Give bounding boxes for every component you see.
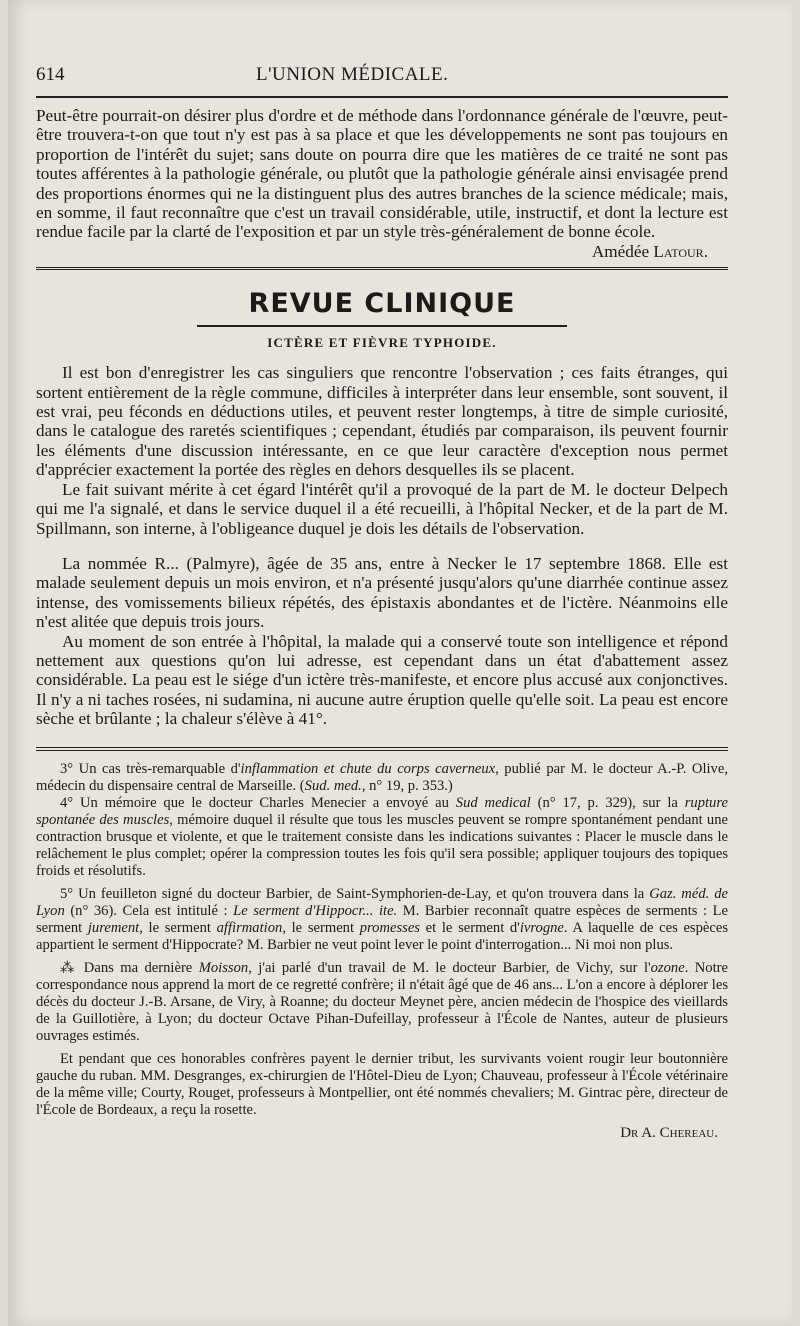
note-text: . A laquelle de ces espèces appartient le serment d'Hippocrate? M. Barbier ne veut point lever le point d'interrogation... Ni moi non plus. <box>36 919 729 953</box>
note-text: 5° Un feuilleton signé du docteur Barbier, de Saint-Symphorien-de-Lay, et qu'on trouvera dans la <box>60 885 650 902</box>
article-subtitle: ICTÈRE ET FIÈVRE TYPHOIDE. <box>267 335 497 351</box>
note-source: Gaz. méd. de Lyon <box>36 885 728 919</box>
note-emphasis: ozone <box>650 959 685 976</box>
note-emphasis: jurement <box>87 919 140 936</box>
note-3 <box>36 761 728 795</box>
honors-paragraph: Et pendant que ces honorables confrères payent le dernier tribut, les survivants voient rougir leur boutonnière gauche du ruban. MM. Desgranges, ex-chirurgien de l'Hôtel-Dieu de Lyon; Chauveau, professeur à l'École vétérinaire de la même ville; Courty, Rouget, professeurs à Montpellier, ont été nommés chevaliers; M. Gintrac père, directeur de l'École de Bordeaux, a reçu la rosette. <box>36 1050 728 1118</box>
review-signature <box>36 242 728 261</box>
paragraph-gap <box>36 538 728 554</box>
section-title: REVUE CLINIQUE <box>248 288 516 320</box>
page-content <box>36 64 728 1142</box>
note-4 <box>36 795 728 880</box>
note-text: , le serment <box>139 919 217 936</box>
running-header <box>36 64 728 90</box>
note-text: , n° 19, p. 353.) <box>361 777 453 794</box>
signature-first-name: Amédée <box>591 241 650 261</box>
note-emphasis: ivrogne <box>519 919 564 936</box>
note-text: 3° Un cas très-remarquable d' <box>60 760 241 777</box>
note-emphasis: promesses <box>359 919 420 936</box>
note-text: . Notre correspondance nous apprend la mort de ce regretté confrère; il n'était âgé que de 46 ans... L'on a encore à déplorer les décès du docteur J.-B. Arsane, de Viry, à Roanne; du docteur Meynet père, ancien médecin de l'hospice des vieillards de la Guillotière, à Lyon; du docteur Octave Pihan-Dufeillay, professeur à l'École de Nantes, auteur de plusieurs ouvrages estimés. <box>36 959 728 1044</box>
note-emphasis: rupture spontanée des muscles <box>36 794 728 828</box>
page <box>8 0 792 1326</box>
note-text: , le serment <box>282 919 360 936</box>
article-paragraph: Le fait suivant mérite à cet égard l'intérêt qu'il a provoqué de la part de M. le docteur Delpech qui me l'a signalé, et dans le service duquel il a été recueilli, à l'hôpital Necker, et de la part de M. Spillmann, son interne, à l'obligeance duquel je dois les détails de l'observation. <box>36 479 728 538</box>
note-text: 4° Un mémoire que le docteur Charles Menecier a envoyé au <box>60 794 456 811</box>
article-paragraph: Au moment de son entrée à l'hôpital, la malade qui a conservé toute son intelligence et répond nettement aux questions qu'on lui adresse, est cependant dans un état d'abattement assez considérable. La peau est le siége d'un ictère très-manifeste, et encore plus accusé aux conjonctives. Il n'y a ni taches rosées, ni sudamina, ni aucune autre éruption quelle qu'elle soit. La peau est encore sèche et brûlante ; la chaleur s'élève à 41°. <box>36 631 728 729</box>
note-text: (n° 36). Cela est intitulé : <box>64 902 234 919</box>
signature-last-name: Latour. <box>653 241 708 261</box>
note-text: , j'ai parlé d'un travail de M. le docteur Barbier, de Vichy, sur l' <box>248 959 651 976</box>
necrology-paragraph <box>36 960 728 1045</box>
note-text: M. Barbier reconnaît quatre espèces de serments : Le serment <box>36 902 728 936</box>
note-text: , mémoire duquel il résulte que tous les muscles peuvent se rompre spontanément pendant une contraction brusque et violente, et que le traitement consiste dans les indications suivantes : Placer le muscle dans le relâchement le plus complet; opérer la compression toutes les fois qu'il sera possible; appliquer toujours des topiques froids et résolutifs. <box>36 811 728 879</box>
article-paragraph: Il est bon d'enregistrer les cas singuliers que rencontre l'observation ; ces faits étranges, qui sortent entièrement de la règle commune, difficiles à interpréter dans leur ensemble, sont souvent, il est vrai, peu féconds en déductions utiles, et peuvent rester longtemps, à titre de simple curiosité, dans le catalogue des raretés scientifiques ; cependant, étudiés par comparaison, ils peuvent fournir les éléments d'une discussion intéressante, en ce que leur caractère d'exception nous permet d'apprécier exactement la portée des règles en dehors desquelles ils se placent. <box>36 363 728 480</box>
review-block <box>36 106 728 261</box>
section-separator <box>36 267 728 272</box>
section-title-rule <box>197 325 567 327</box>
note-5 <box>36 886 728 954</box>
article-body <box>36 363 728 728</box>
note-source: Sud medical <box>455 794 531 811</box>
note-emphasis: affirmation <box>216 919 283 936</box>
note-source: Sud. med. <box>304 777 362 794</box>
feuilleton-signature: Dr A. Chereau. <box>620 1124 718 1141</box>
feuilleton-separator <box>36 747 728 751</box>
note-text: , publié par M. le docteur A.-P. Olive, médecin du dispensaire central de Marseille. ( <box>36 760 728 794</box>
note-text: (n° 17, p. 329), sur la <box>530 794 685 811</box>
header-rule <box>36 96 728 98</box>
review-paragraph: Peut-être pourrait-on désirer plus d'ordre et de méthode dans l'ordonnance générale de l'œuvre, peut-être trouvera-t-on que tout n'y est pas à sa place et que les développements ne sont pas toujours en proportion de l'intérêt du sujet; sans doute on pourra dire que les matières de ce traité ne sont pas toutes afférentes à la pathologie générale, ou plutôt que la pathologie générale ainsi envisagée prend des proportions énormes qui ne la distinguent plus des autres branches de la science médicale; mais, en somme, il faut reconnaître que c'est un travail considérable, utile, instructif, et dont la lecture est rendue facile par la clarté de l'exposition et par un style très-généralement de bonne école. <box>36 106 728 242</box>
note-text: et le serment d' <box>419 919 520 936</box>
note-emphasis: Le serment d'Hippocr... ite. <box>233 902 398 919</box>
journal-title: L'UNION MÉDICALE. <box>256 64 449 85</box>
note-emphasis: inflammation et chute du corps caverneux <box>240 760 496 777</box>
page-number: 614 <box>36 64 65 85</box>
feuilleton-notes <box>36 761 728 1142</box>
note-emphasis: Moisson <box>198 959 249 976</box>
note-text: ⁂ Dans ma dernière <box>60 959 199 976</box>
article-paragraph: La nommée R... (Palmyre), âgée de 35 ans, entre à Necker le 17 septembre 1868. Elle est malade seulement depuis un mois environ, et n'a présenté jusqu'alors qu'une diarrhée continue assez intense, des vomissements bilieux répétés, des épistaxis abondantes et de l'ictère. Néanmoins elle n'est alitée que depuis trois jours. <box>36 553 728 632</box>
